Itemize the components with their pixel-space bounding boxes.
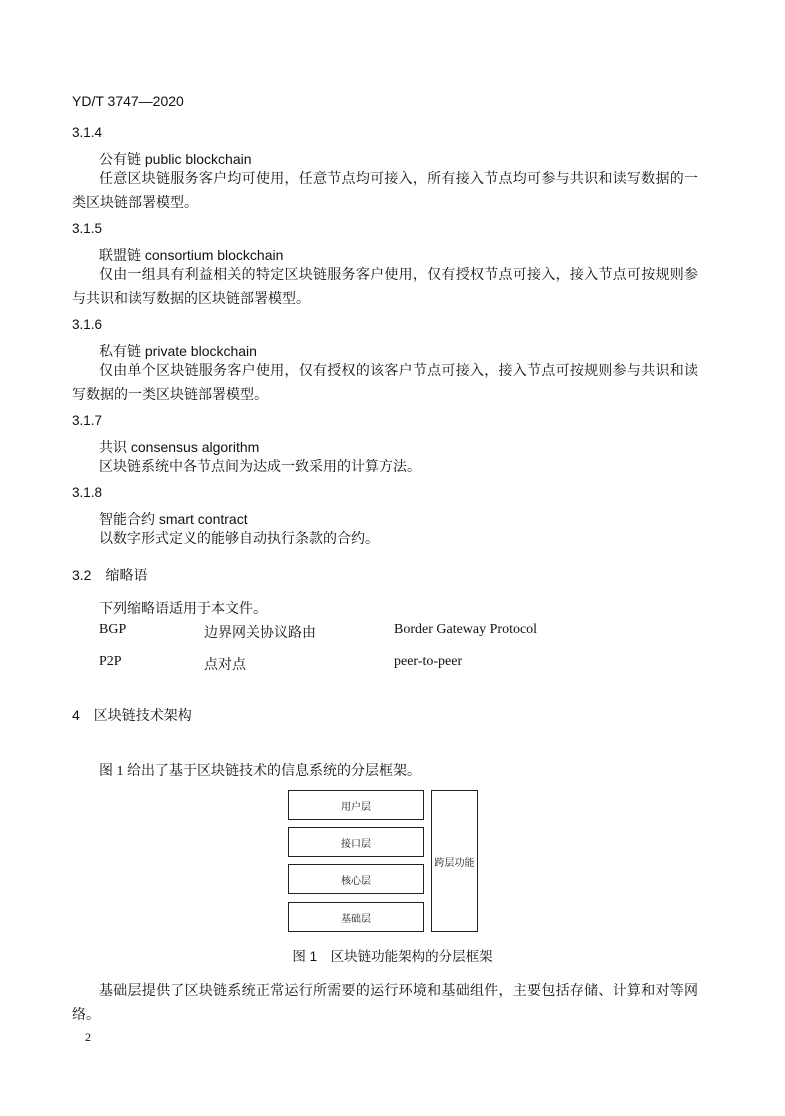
term-heading: 智能合约 smart contract — [99, 511, 248, 527]
standard-code: YD/T 3747—2020 — [72, 93, 184, 109]
abbreviations-intro: 下列缩略语适用于本文件。 — [99, 602, 267, 617]
clause-number: 3.1.6 — [72, 317, 103, 332]
definition-text: 仅由单个区块链服务客户使用，仅有授权的该客户节点可接入，接入节点可按规则参与共识和读写数据的一类区块链部署模型。 — [72, 364, 698, 403]
layer-box-base: 基础层 — [288, 902, 424, 932]
clause-number: 3.1.4 — [72, 125, 103, 140]
term-heading: 共识 consensus algorithm — [99, 439, 260, 455]
clause-number: 3.1.7 — [72, 413, 103, 428]
abbreviation-chinese: 边界网关协议路由 — [204, 626, 316, 641]
abbreviation-english: peer-to-peer — [394, 654, 463, 669]
body-paragraph: 基础层提供了区块链系统正常运行所需要的运行环境和基础组件，主要包括存储、计算和对等网络。 — [72, 984, 698, 1023]
layer-box-core: 核心层 — [288, 864, 424, 894]
definition-text: 以数字形式定义的能够自动执行条款的合约。 — [99, 532, 379, 547]
layer-box-user: 用户层 — [288, 790, 424, 820]
figure-caption: 图 1 区块链功能架构的分层框架 — [292, 949, 493, 964]
abbreviation-chinese: 点对点 — [204, 658, 246, 673]
page-number: 2 — [85, 1030, 91, 1044]
section-heading: 3.2 缩略语 — [72, 567, 148, 583]
cross-layer-box: 跨层功能 — [431, 790, 478, 932]
term-heading: 私有链 private blockchain — [99, 343, 257, 359]
layer-box-interface: 接口层 — [288, 827, 424, 857]
abbreviation-english: Border Gateway Protocol — [394, 622, 538, 637]
definition-text: 区块链系统中各节点间为达成一致采用的计算方法。 — [99, 460, 421, 475]
term-heading: 联盟链 consortium blockchain — [99, 247, 284, 263]
clause-number: 3.1.8 — [72, 485, 103, 500]
clause-number: 3.1.5 — [72, 221, 103, 236]
abbreviation: P2P — [99, 654, 122, 669]
definition-text: 仅由一组具有利益相关的特定区块链服务客户使用，仅有授权节点可接入，接入节点可按规则参与共识和读写数据的区块链部署模型。 — [72, 268, 698, 307]
section-heading: 4 区块链技术架构 — [72, 707, 192, 723]
term-heading: 公有链 public blockchain — [99, 151, 252, 167]
definition-text: 任意区块链服务客户均可使用，任意节点均可接入，所有接入节点均可参与共识和读写数据的一类区块链部署模型。 — [72, 172, 698, 211]
figure-intro: 图 1 给出了基于区块链技术的信息系统的分层框架。 — [99, 764, 421, 779]
abbreviation: BGP — [99, 622, 127, 637]
